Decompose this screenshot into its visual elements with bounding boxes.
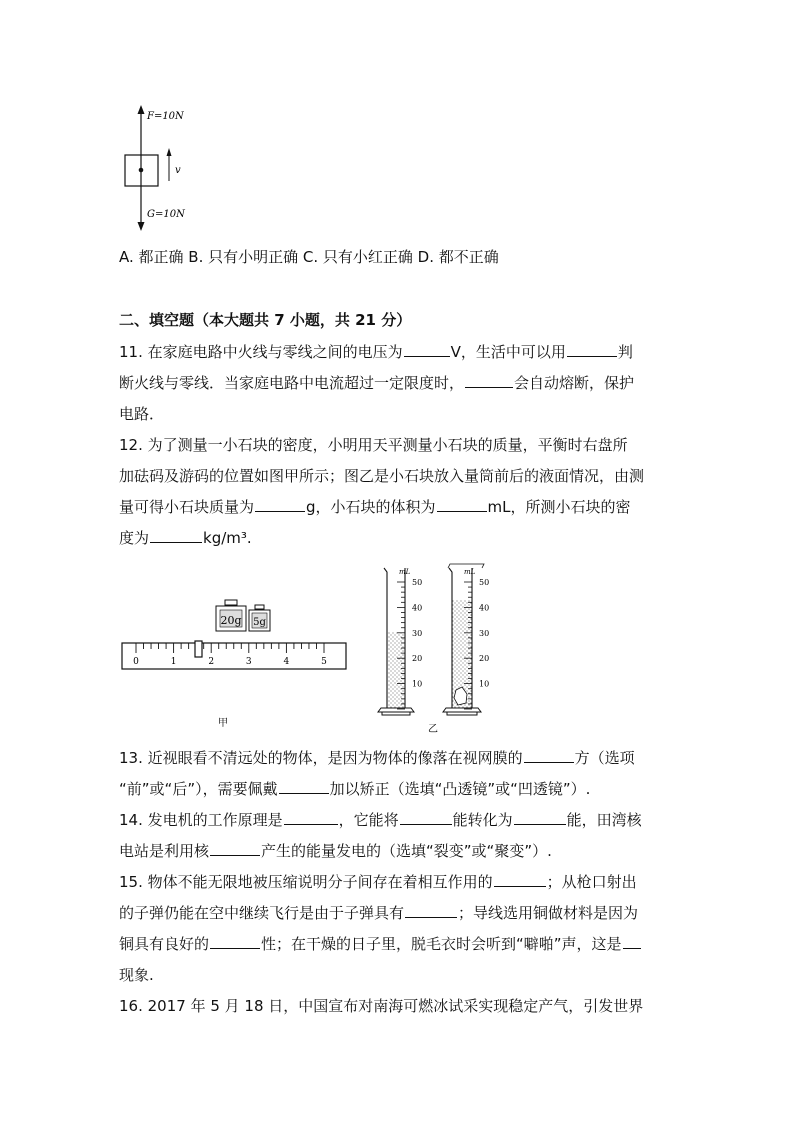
q12-line1: 12. 为了测量一小石块的密度，小明用天平测量小石块的质量，平衡时右盘所 [119,436,628,454]
force-f-label: F=10N [147,111,184,122]
force-diagram [119,103,199,233]
q15-text: ；导线选用铜做材料是因为 [458,904,639,922]
q11-line1 [119,342,633,362]
cylinder-before [378,568,422,715]
q12-line2: 加砝码及游码的位置如图甲所示；图乙是小石块放入量筒前后的液面情况，由测 [119,467,645,485]
cylinder-tick-label: 40 [479,603,490,613]
cylinder-tick-label: 20 [479,654,490,664]
q12-text: 度为 [119,529,150,547]
answer-blank[interactable] [437,497,487,512]
q14-text: 能，田湾核 [566,811,642,829]
velocity-label: v [175,165,181,176]
answer-blank[interactable] [150,528,202,543]
q12-line3 [119,497,631,517]
cylinder-tick-label: 40 [412,603,423,613]
gravity-label: G=10N [147,209,185,220]
q13-text: “前”或“后”），需要佩戴 [119,780,278,798]
q15-text: 15. 物体不能无限地被压缩说明分子间存在着相互作用的 [119,873,493,891]
answer-blank[interactable] [400,810,452,825]
q12-text: 量可得小石块质量为 [119,498,255,516]
q15-text: ；从枪口射出 [546,873,637,891]
q15-line2 [119,903,638,923]
answer-blank[interactable] [465,373,513,388]
q14-line1 [119,810,642,830]
q15-text: 性；在干燥的日子里，脱毛衣时会听到“噼啪”声，这是 [261,935,622,953]
cylinder2-unit: mL [464,568,476,576]
section-title: 二、填空题（本大题共 7 小题，共 21 分） [119,311,412,329]
q11-text: 判 [617,343,633,361]
cylinder-tick-label: 50 [412,578,423,587]
weight2-label: 5g [253,617,266,628]
answer-blank[interactable] [404,342,450,357]
weight1-label: 20g [220,614,242,627]
q11-line3: 电路． [119,405,165,423]
q11-text: V，生活中可以用 [450,343,566,361]
q14-text: ，它能将 [338,811,399,829]
q15-text: 铜具有良好的 [119,935,210,953]
answer-blank[interactable] [405,903,457,918]
beam-tick-label: 5 [321,657,327,667]
q13-line2 [119,779,590,799]
answer-blank[interactable] [210,934,260,949]
q13-line1 [119,748,635,768]
beam-tick-label: 4 [283,657,290,667]
cylinder-after [443,564,489,715]
answer-blank[interactable] [567,342,617,357]
beam-tick-label: 3 [245,657,252,667]
answer-blank[interactable] [210,841,260,856]
q12-text: mL，所测小石块的密 [487,498,631,516]
q11-line2 [119,373,634,393]
answer-blank[interactable] [494,872,546,887]
q14-text: 能转化为 [452,811,513,829]
q14-text: 电站是利用核 [119,842,210,860]
beam-tick-label: 0 [133,657,139,667]
q11-text: 断火线与零线．当家庭电路中电流超过一定限度时， [119,374,465,392]
cylinder-tick-label: 30 [412,628,423,638]
figure-jia-balance [118,595,350,740]
figure-yi-caption: 乙 [428,724,438,735]
rider-slider [195,641,202,657]
cylinder-tick-label: 10 [412,679,423,689]
q15-line1 [119,872,637,892]
q12-line4 [119,528,252,548]
q16-line1: 16. 2017 年 5 月 18 日，中国宣布对南海可燃冰试采实现稳定产气，引发世界 [119,997,644,1015]
q13-text: 13. 近视眼看不清远处的物体，是因为物体的像落在视网膜的 [119,749,523,767]
answer-blank[interactable] [284,810,338,825]
answer-blank[interactable] [279,779,329,794]
q14-text: 14. 发电机的工作原理是 [119,811,283,829]
beam-tick-label: 1 [170,657,177,667]
q14-line2 [119,841,552,861]
weight-20g [216,600,246,631]
cylinder-tick-label: 10 [479,679,490,689]
q11-text: 11. 在家庭电路中火线与零线之间的电压为 [119,343,403,361]
cylinder1-unit: mL [399,568,411,576]
answer-blank[interactable] [255,497,305,512]
q11-text: 会自动熔断，保护 [514,374,635,392]
q13-text: 方（选项 [574,749,635,767]
figure-yi-cylinders [372,560,494,742]
q12-text: kg/m³. [203,529,252,547]
answer-blank[interactable] [514,810,566,825]
q15-line4: 现象. [119,966,154,984]
q10-options: A. 都正确 B. 只有小明正确 C. 只有小红正确 D. 都不正确 [119,248,499,266]
q15-text: 的子弹仍能在空中继续飞行是由于子弹具有 [119,904,405,922]
weight-5g [249,605,270,631]
cylinder-tick-label: 50 [479,578,490,587]
q14-text: 产生的能量发电的（选填“裂变”或“聚变”）. [261,842,552,860]
answer-blank[interactable] [623,934,641,949]
q12-text: g，小石块的体积为 [306,498,436,516]
q13-text: 加以矫正（选填“凸透镜”或“凹透镜”）. [329,780,591,798]
figure-jia-caption: 甲 [218,718,228,729]
q15-line3 [119,934,642,954]
answer-blank[interactable] [524,748,574,763]
cylinder-tick-label: 20 [412,654,423,664]
beam-tick-label: 2 [208,657,215,667]
cylinder-tick-label: 30 [479,628,490,638]
